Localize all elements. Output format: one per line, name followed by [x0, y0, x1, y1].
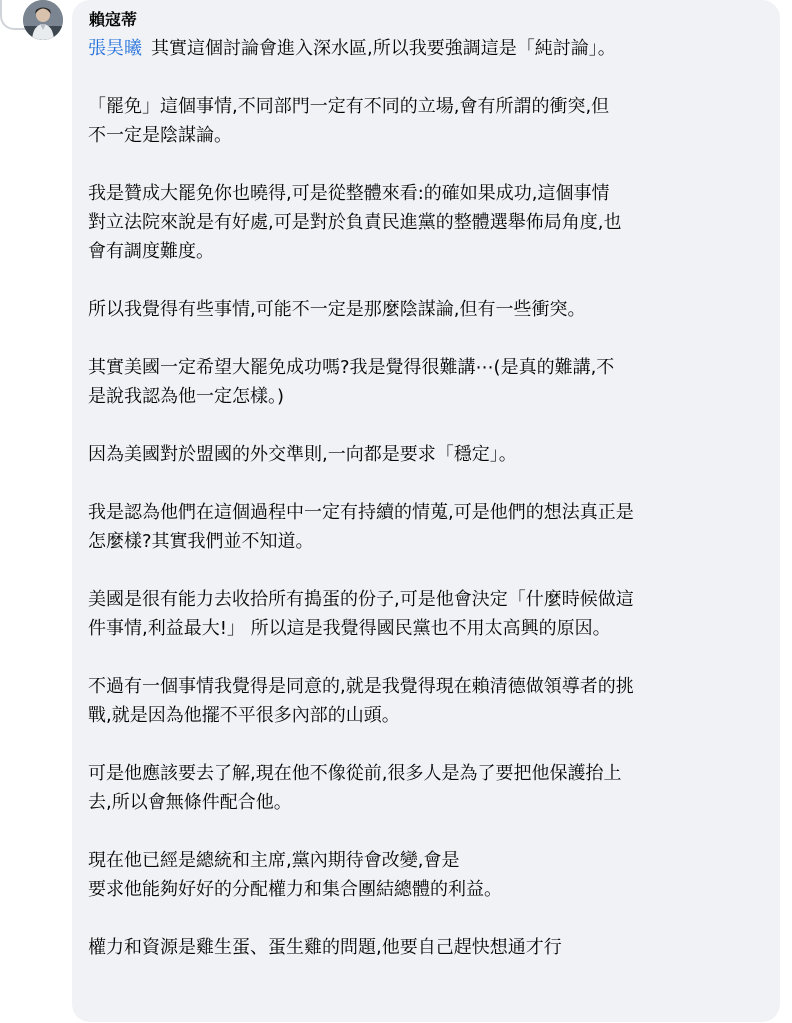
- comment-line: 美國是很有能力去收拾所有搗蛋的份子,可是他會決定「什麼時候做這: [88, 589, 634, 610]
- comment-line: 怎麼樣?其實我們並不知道。: [88, 531, 314, 552]
- comment-line: 要求他能夠好好的分配權力和集合團結總體的利益。: [88, 879, 502, 900]
- avatar-image: [23, 0, 63, 40]
- comment-paragraph: [88, 846, 764, 904]
- comment-paragraph: [88, 759, 764, 817]
- comment-paragraph: [88, 672, 764, 730]
- comment-paragraph: [88, 440, 764, 469]
- comment-line: 件事情,利益最大!」 所以這是我覺得國民黨也不用太高興的原因。: [88, 618, 611, 639]
- comment-line: 是說我認為他一定怎樣。): [88, 386, 285, 407]
- comment-author-name[interactable]: 賴寇蒂: [89, 12, 138, 29]
- comment-line: 可是他應該要去了解,現在他不像從前,很多人是為了要把他保護抬上: [88, 763, 622, 784]
- comment-line: 所以我覺得有些事情,可能不一定是那麼陰謀論,但有一些衝突。: [88, 299, 586, 320]
- mention-link[interactable]: 張昊曦: [88, 38, 142, 59]
- comment-line: 其實美國一定希望大罷免成功嗎?我是覺得很難講⋯(是真的難講,不: [88, 357, 615, 378]
- comment-paragraph: [88, 585, 764, 643]
- thread-connector-line: [0, 0, 26, 30]
- comment-line: 「罷免」這個事情,不同部門一定有不同的立場,會有所謂的衝突,但: [88, 96, 610, 117]
- comment-paragraph: [88, 353, 764, 411]
- comment-paragraph: [88, 34, 764, 63]
- comment-line: 戰,就是因為他擺不平很多內部的山頭。: [88, 705, 400, 726]
- comment-body: [88, 34, 764, 962]
- comment-paragraph: [88, 92, 764, 150]
- comment-line: 我是贊成大罷免你也曉得,可是從整體來看:的確如果成功,這個事情: [88, 183, 610, 204]
- comment-paragraph: [88, 933, 764, 962]
- comment-bubble: [72, 0, 780, 1022]
- comment-line: 我是認為他們在這個過程中一定有持續的情蒐,可是他們的想法真正是: [88, 502, 634, 523]
- comment-paragraph: [88, 179, 764, 266]
- avatar[interactable]: [23, 0, 63, 40]
- comment-paragraph: [88, 295, 764, 324]
- comment-paragraph: [88, 498, 764, 556]
- comment-line: 對立法院來說是有好處,可是對於負責民進黨的整體選舉佈局角度,也: [88, 212, 622, 233]
- comment-line: 現在他已經是總統和主席,黨內期待會改變,會是: [88, 850, 460, 871]
- comment-line: 不過有一個事情我覺得是同意的,就是我覺得現在賴清德做領導者的挑: [88, 676, 634, 697]
- comment-line: 不一定是陰謀論。: [88, 125, 232, 146]
- comment-line: 去,所以會無條件配合他。: [88, 792, 292, 813]
- comment-line: 權力和資源是雞生蛋、蛋生雞的問題,他要自己趕快想通才行: [88, 937, 562, 958]
- comment-line: 其實這個討論會進入深水區,所以我要強調這是「純討論」。: [151, 38, 616, 59]
- comment-line: 會有調度難度。: [88, 241, 214, 262]
- comment-line: 因為美國對於盟國的外交準則,一向都是要求「穩定」。: [88, 444, 517, 465]
